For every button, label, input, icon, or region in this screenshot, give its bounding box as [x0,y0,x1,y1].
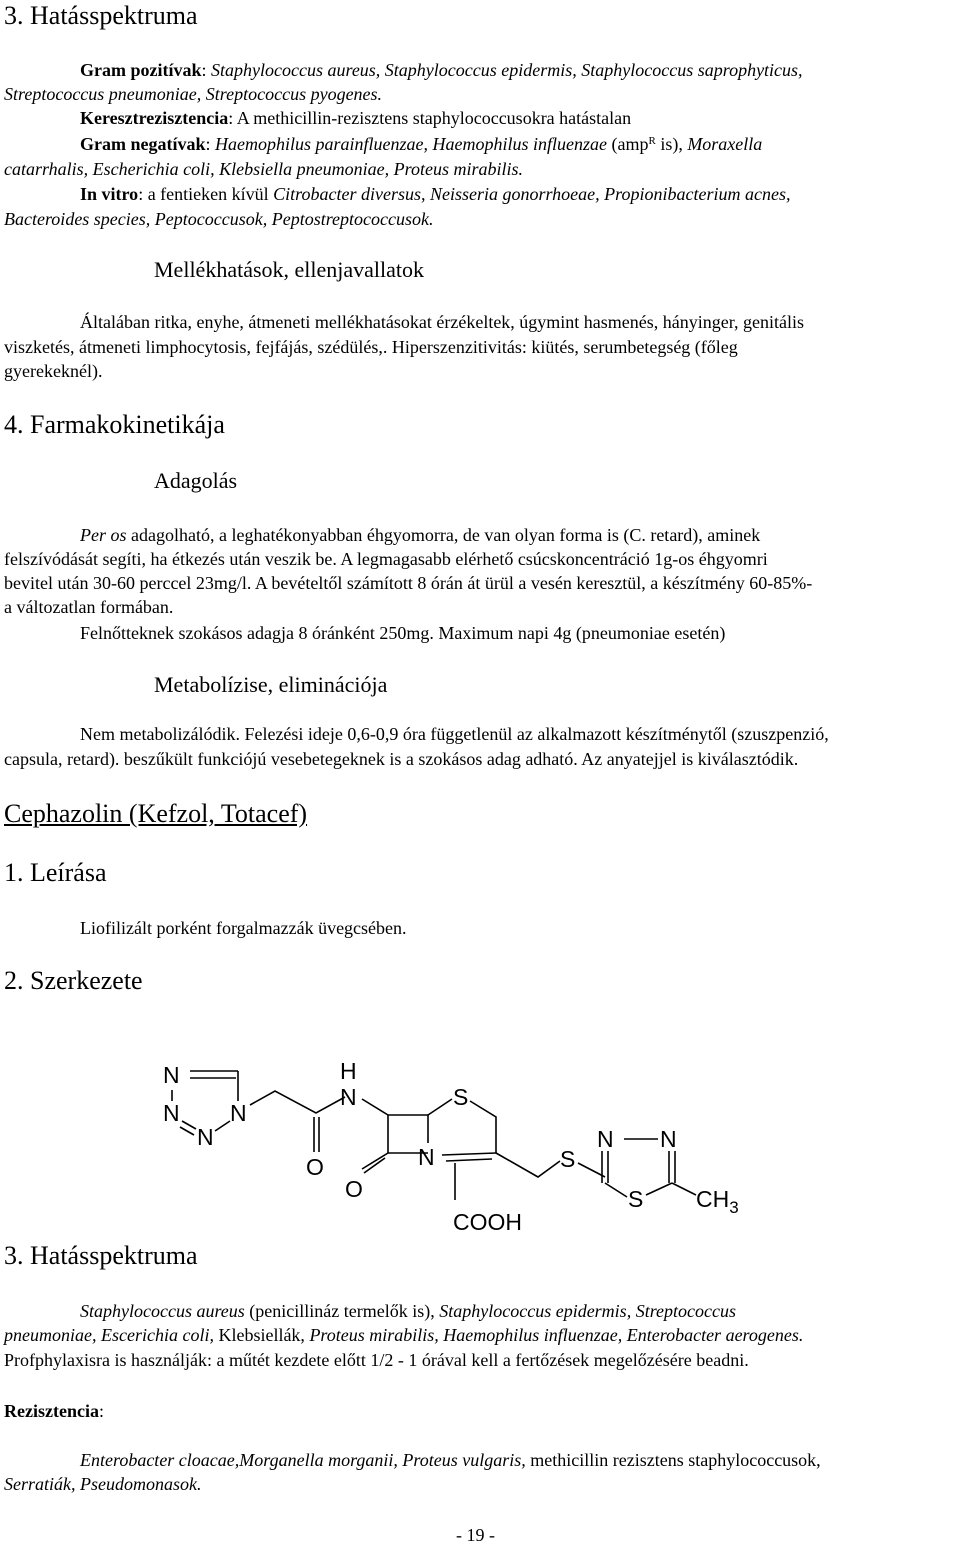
bond [578,1163,605,1177]
section-title-hatasspektruma: 3. Hatásspektruma [4,1,198,30]
methyl-label: $CH_3$ [696,1186,739,1217]
bond [605,1183,627,1197]
subheading-side-effects: Mellékhatások, ellenjavallatok [154,257,425,282]
bond [470,1101,496,1153]
side-effects-line2: viszketés, átmeneti limphocytosis, fejfájás, szédülés,. Hiperszenzitivitás: kiütés, serumbetegség (főleg [4,337,738,357]
gram-positive-line1: Gram pozitívak: Staphylococcus aureus, Staphylococcus epidermis, Staphylococcus saprophyticus, [80,60,803,80]
bond [428,1099,452,1115]
thioether-s-label: S [560,1146,576,1172]
lactam-n-label: N [418,1144,435,1170]
bond [362,1099,388,1115]
metabolism-line1: Nem metabolizálódik. Felezési ideje 0,6-0,9 óra függetlenül az alkalmazott készítménytől (szuszpenzió, [80,724,829,744]
cross-resistance-line: Keresztrezisztencia: A methicillin-rezisztens staphylococcusokra hatástalan [80,108,632,128]
section-title-description: 1. Leírása [4,858,107,887]
bond [180,1127,194,1135]
bond [446,1159,492,1161]
spectrum-line1: Staphylococcus aureus (penicillináz termelők is), Staphylococcus epidermis, Streptococcus [80,1301,736,1321]
bond [646,1183,672,1195]
cephazolin-structure-diagram [150,1055,770,1240]
in-vitro-line1: In vitro: a fentieken kívül Citrobacter diversus, Neisseria gonorrhoeae, Propionibacterium acnes, [80,184,791,204]
metabolism-line2: capsula, retard). beszűkült funkciójú vesebetegeknek is a szokásos adag adható. Az anyatejjel is kiválasztódik. [4,749,799,769]
amide-n-label: N [340,1084,357,1110]
gram-negative-line2: catarrhalis, Escherichia coli, Klebsiella pneumoniae, Proteus mirabilis. [4,159,523,179]
gram-positive-label: Gram pozitívak [80,60,202,80]
section-title-pharmacokinetics: 4. Farmakokinetikája [4,410,225,439]
gram-negative-line1: Gram negatívak: Haemophilus parainfluenzae, Haemophilus influenzae (amp$^R$ is), Moraxella [80,134,763,154]
resistance-line1: Enterobacter cloacae,Morganella morganii, Proteus vulgaris, methicillin rezisztens staphylococcusok, [80,1450,821,1470]
resistance-heading: Rezisztencia: [4,1401,104,1421]
in-vitro-line2: Bacteroides species, Peptococcusok, Peptostreptococcusok. [4,209,434,229]
section-title-spectrum: 3. Hatásspektruma [4,1241,198,1270]
subheading-dosage: Adagolás [154,468,238,493]
section-title-structure: 2. Szerkezete [4,966,143,995]
dosage-line5: Felnőtteknek szokásos adagja 8 óránként 250mg. Maximum napi 4g (pneumoniae esetén) [80,623,726,643]
description-text: Liofilizált porként forgalmazzák üvegcsében. [80,918,407,938]
dosage-line3: bevitel után 30-60 perccel 23mg/l. A bevételtől számított 8 órán át ürül a vesén keresztül, a készítmény 60-85%- [4,573,813,593]
thiadiazole-s-label: S [628,1186,644,1212]
bond [215,1121,230,1131]
resistance-label: Rezisztencia [4,1401,99,1421]
tetrazole-n3-label: N [197,1124,214,1150]
thiadiazole-n2-label: N [660,1126,677,1152]
bond [362,1153,388,1169]
cooh-label: COOH [453,1209,522,1235]
thiadiazole-n1-label: N [597,1126,614,1152]
subheading-metabolism: Metabolízise, eliminációja [154,672,388,697]
tetrazole-n1-label: N [163,1062,180,1088]
cross-resistance-label: Keresztrezisztencia [80,108,229,128]
dosage-line2: felszívódását segíti, ha étkezés után veszik be. A legmagasabb elérhető csúcskoncentráció 1g-os éhgyomri [4,549,768,569]
page-number: - 19 - [456,1525,495,1545]
amide-o-label: O [306,1154,324,1180]
gram-positive-line2: Streptococcus pneumoniae, Streptococcus pyogenes. [4,84,383,104]
side-effects-line3: gyerekeknél). [4,361,103,381]
bond [250,1091,345,1113]
dosage-line4: a változatlan formában. [4,597,174,617]
bond [672,1183,696,1195]
dosage-line1: Per os adagolható, a leghatékonyabban éhgyomorra, de van olyan forma is (C. retard), aminek [80,525,761,545]
spectrum-line2: pneumoniae, Escerichia coli, Klebsiellák, Proteus mirabilis, Haemophilus influenzae, Enterobacter aerogenes. [4,1325,804,1345]
bond [442,1153,496,1155]
tetrazole-n2-label: N [163,1100,180,1126]
gram-negative-label: Gram negatívak [80,134,206,154]
tetrazole-n4-label: N [230,1100,247,1126]
lactam-o-label: O [345,1176,363,1202]
thiazine-s-label: S [453,1084,469,1110]
drug-title: Cephazolin (Kefzol, Totacef) [4,799,308,828]
side-effects-line1: Általában ritka, enyhe, átmeneti mellékhatásokat érzékeltek, úgymint hasmenés, hányinger, genitális [80,312,805,332]
in-vitro-label: In vitro [80,184,139,204]
resistance-line2: Serratiák, Pseudomonasok. [4,1474,202,1494]
bond [496,1153,560,1177]
bond [182,1121,196,1129]
amide-h-label: H [340,1058,357,1084]
spectrum-line3: Profphylaxisra is használják: a műtét kezdete előtt 1/2 - 1 órával kell a fertőzések megelőzésére beadni. [4,1350,749,1370]
